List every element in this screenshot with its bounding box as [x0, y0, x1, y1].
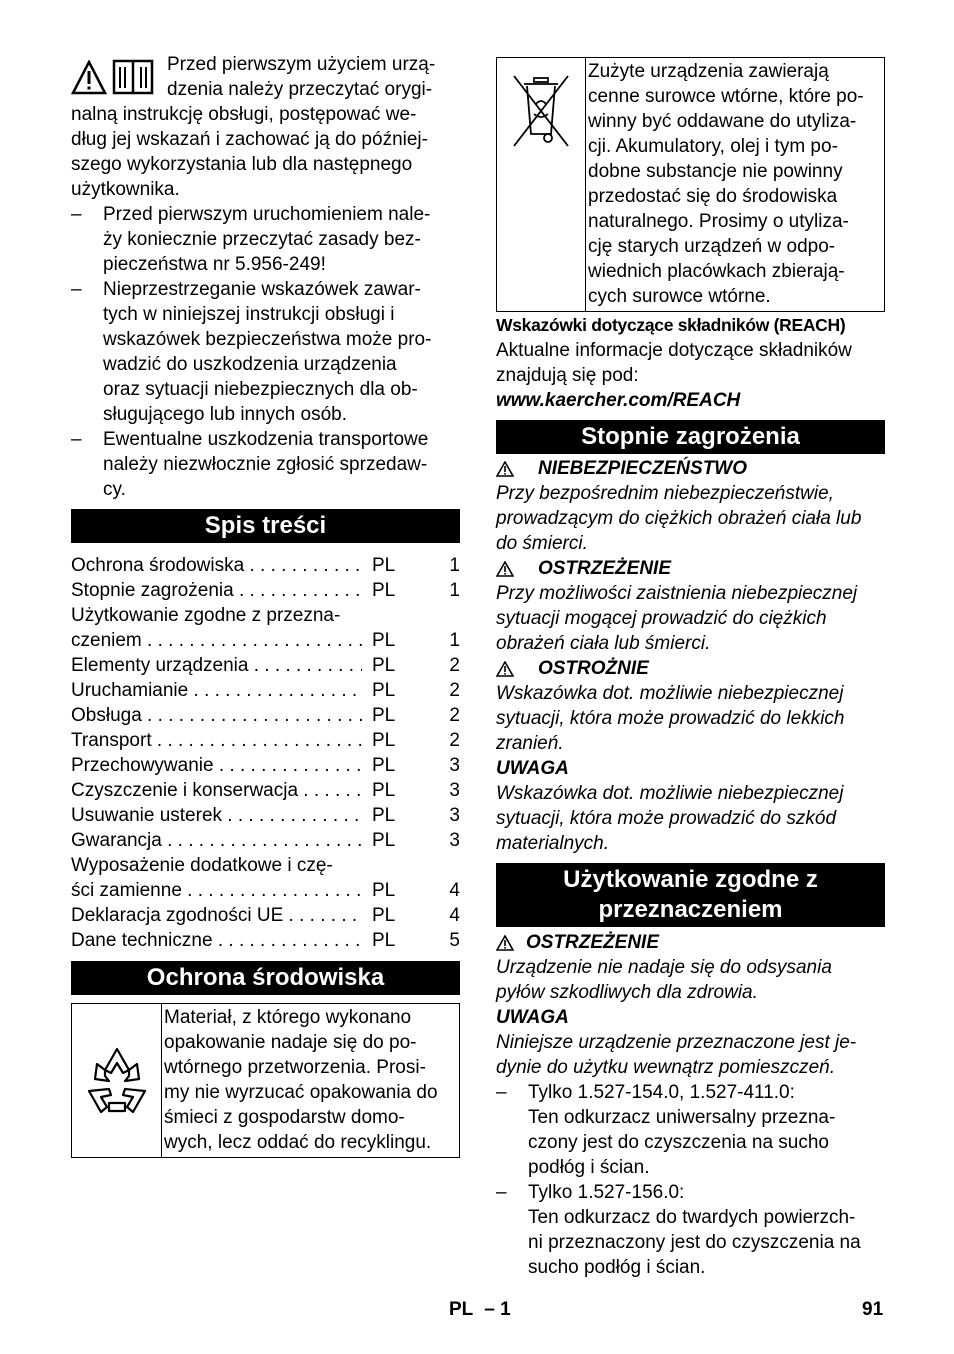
manual-book-icon	[111, 58, 155, 96]
list-item	[496, 1180, 885, 1280]
toc-entry-label: Dane techniczne . . .	[71, 928, 362, 953]
toc-entry-label: czeniem . . .	[71, 628, 362, 653]
warning-triangle-icon	[496, 561, 526, 577]
hazard-heading: Stopnie zagrożenia	[496, 420, 885, 454]
toc-entry[interactable]	[71, 703, 460, 728]
toc-entry[interactable]	[71, 903, 460, 928]
intro-header	[71, 52, 460, 102]
toc-entry[interactable]	[71, 778, 460, 803]
warning-label-text: OSTRZEŻENIE	[526, 932, 660, 953]
toc-entry[interactable]	[71, 678, 460, 703]
toc-row	[71, 778, 460, 803]
toc-row	[71, 553, 460, 578]
warning-triangle-icon	[496, 461, 526, 477]
hazard-label-text: UWAGA	[496, 758, 569, 779]
footer-page-number: 91	[862, 1299, 884, 1320]
footer-lang-page	[449, 1297, 511, 1322]
toc-entry-page: 1	[449, 630, 460, 651]
toc-entry[interactable]	[71, 828, 460, 853]
toc-entry-lang: PL	[372, 655, 396, 676]
reach-title: Wskazówki dotyczące składników (REACH)	[496, 315, 846, 335]
reach-link[interactable]: www.kaercher.com/REACH	[496, 390, 741, 411]
toc-entry-page: 2	[449, 655, 460, 676]
list-item	[71, 202, 460, 277]
toc-entry[interactable]	[71, 803, 460, 828]
list-dash: –	[71, 279, 82, 300]
intended-use-warning-label	[496, 930, 885, 955]
toc-entry[interactable]	[71, 753, 460, 778]
toc-entry-page: 1	[449, 580, 460, 601]
toc-entry-label: Usuwanie usterek . . .	[71, 803, 362, 828]
toc-entry-label: Transport . . .	[71, 728, 362, 753]
toc-entry-lang: PL	[372, 780, 396, 801]
toc-entry-page: 2	[449, 730, 460, 751]
right-column	[496, 57, 885, 1280]
toc-entry-lang: PL	[372, 680, 396, 701]
list-dash: –	[71, 429, 82, 450]
toc-entry-label: Obsługa . . .	[71, 703, 362, 728]
list-item-text: Tylko 1.527-154.0, 1.527-411.0: Ten odkurzacz uniwersalny przezna- czony jest do czyszczenia na sucho podłóg i ścian.	[528, 1082, 836, 1178]
toc-entry[interactable]	[71, 928, 460, 953]
toc-entry-label: Stopnie zagrożenia . . .	[71, 578, 362, 603]
toc-row	[71, 653, 460, 678]
toc-entry-page: 3	[449, 780, 460, 801]
toc-row	[71, 928, 460, 953]
toc-entry-lang: PL	[372, 630, 396, 651]
hazard-description: Wskazówka dot. możliwie niebezpiecznej sytuacji, która może prowadzić do szkód materialnych.	[496, 783, 844, 854]
toc-entry-page: 4	[449, 905, 460, 926]
toc-entry-lang: PL	[372, 905, 396, 926]
toc-entry-label: Przechowywanie . . .	[71, 753, 362, 778]
intended-use-title-line2: przeznaczeniem	[598, 896, 783, 923]
toc-entry[interactable]	[71, 603, 460, 653]
disposal-box	[496, 57, 885, 312]
hazard-description: Wskazówka dot. możliwie niebezpiecznej sytuacji, która może prowadzić do lekkich zranień.	[496, 683, 845, 754]
intended-use-warning-text: Urządzenie nie nadaje się do odsysania pyłów szkodliwych dla zdrowia.	[496, 957, 832, 1003]
left-column	[71, 52, 460, 1158]
toc-entry-page: 4	[449, 880, 460, 901]
toc-row	[71, 678, 460, 703]
list-dash: –	[71, 204, 82, 225]
toc-entry-page: 2	[449, 680, 460, 701]
hazard-label-text: OSTROŻNIE	[538, 658, 649, 679]
intended-use-title-line1: Użytkowanie zgodne z	[563, 866, 818, 893]
hazard-description: Przy bezpośrednim niebezpieczeństwie, prowadzącym do ciężkich obrażeń ciała lub do śmierci.	[496, 483, 862, 554]
toc-row	[71, 878, 460, 903]
hazard-label	[496, 656, 885, 681]
toc-row	[71, 803, 460, 828]
hazard-levels	[496, 456, 885, 856]
intended-use-section	[496, 930, 885, 1280]
warning-triangle-icon	[496, 661, 526, 677]
toc-entry-page: 3	[449, 805, 460, 826]
crossed-bin-icon	[510, 72, 572, 152]
toc-entry-lang: PL	[372, 755, 396, 776]
packaging-text: Materiał, z którego wykonano opakowanie nadaje się do po- wtórnego przetworzenia. Prosi- my nie wyrzucać opakowania do śmieci z gospodarstw domo- wych, lecz oddać do recyklingu.	[164, 1007, 438, 1153]
warning-triangle-icon	[496, 935, 514, 951]
toc-entry[interactable]	[71, 578, 460, 603]
toc-entry-lang: PL	[372, 730, 396, 751]
toc-row	[71, 728, 460, 753]
toc-entry-label: Gwarancja . . .	[71, 828, 362, 853]
intro-line-2: dzenia należy przeczytać orygi-	[167, 79, 433, 100]
hazard-label-text: OSTRZEŻENIE	[538, 558, 672, 579]
disposal-text: Zużyte urządzenia zawierają cenne surowce wtórne, które po- winny być oddawane do utyliza- cji. Akumulatory, olej i tym po- dobne substancje nie powinny przedostać się do środowiska naturalnego. Prosimy o utyliza- cję starych urządzeń w odpo- wiednich placówkach zbierają- cych surowce wtórne.	[588, 61, 864, 307]
list-item-text: Przed pierwszym uruchomieniem nale- ży koniecznie przeczytać zasady bez- pieczeństwa nr 5.956-249!	[103, 204, 431, 275]
toc-entry-label: Elementy urządzenia . . .	[71, 653, 362, 678]
intended-use-note-label: UWAGA	[496, 1007, 569, 1028]
toc-entry-lang: PL	[372, 555, 396, 576]
hazard-label	[496, 556, 885, 581]
toc-entry-label-line: Użytkowanie zgodne z przezna-	[71, 605, 341, 626]
toc-entry-label-line: Wyposażenie dodatkowe i czę-	[71, 855, 333, 876]
toc-entry-lang: PL	[372, 705, 396, 726]
toc-entry-label: Uruchamianie . . .	[71, 678, 362, 703]
toc-entry[interactable]	[71, 853, 460, 903]
recycle-icon	[79, 1043, 155, 1119]
intro-bullets	[71, 202, 460, 502]
toc-entry[interactable]	[71, 728, 460, 753]
recycle-box	[71, 1003, 460, 1158]
toc-entry-lang: PL	[372, 930, 396, 951]
hazard-description: Przy możliwości zaistnienia niebezpiecznej sytuacji mogącej prowadzić do ciężkich obrażeń ciała lub śmierci.	[496, 583, 858, 654]
toc-row	[71, 828, 460, 853]
toc-entry-lang: PL	[372, 880, 396, 901]
intro-text: nalną instrukcję obsługi, postępować we- dług jej wskazań i zachować ją do później- szego wykorzystania lub dla następnego użytkownika.	[71, 104, 428, 200]
toc-row	[71, 578, 460, 603]
table-of-contents	[71, 553, 460, 953]
toc-row	[71, 903, 460, 928]
toc-entry-page: 3	[449, 830, 460, 851]
list-item	[71, 427, 460, 502]
toc-entry-label: Ochrona środowiska . . .	[71, 553, 362, 578]
hazard-label	[496, 456, 885, 481]
list-item-text: Tylko 1.527-156.0: Ten odkurzacz do twardych powierzch- ni przeznaczony jest do czyszczenia na sucho podłóg i ścian.	[528, 1182, 861, 1278]
reach-text: Aktualne informacje dotyczące składników znajdują się pod:	[496, 340, 852, 386]
intro-first-lines	[167, 52, 460, 102]
toc-entry-page: 1	[449, 555, 460, 576]
toc-entry-label: Deklaracja zgodności UE . . .	[71, 903, 362, 928]
toc-entry-label: Czyszczenie i konserwacja . . .	[71, 778, 362, 803]
toc-entry-lang: PL	[372, 830, 396, 851]
hazard-label-text: NIEBEZPIECZEŃSTWO	[538, 458, 748, 479]
list-item-text: Ewentualne uszkodzenia transportowe należy niezwłocznie zgłosić sprzedaw- cy.	[103, 429, 429, 500]
toc-entry[interactable]	[71, 653, 460, 678]
list-item	[496, 1080, 885, 1180]
disposal-icon-cell	[497, 58, 586, 311]
intended-use-bullets	[496, 1080, 885, 1280]
list-item-text: Nieprzestrzeganie wskazówek zawar- tych w niniejszej instrukcji obsługi i wskazówek bezpieczeństwa może pro- wadzić do uszkodzenia urządzenia oraz sytuacji niebezpiecznych dla ob- sługującego lub innych osób.	[103, 279, 432, 425]
recycle-icon-cell	[72, 1004, 162, 1157]
list-item	[71, 277, 460, 427]
toc-entry-page: 2	[449, 705, 460, 726]
toc-heading: Spis treści	[71, 509, 460, 543]
toc-entry-lang: PL	[372, 805, 396, 826]
toc-entry-page: 3	[449, 755, 460, 776]
toc-entry-label: ści zamienne . . .	[71, 878, 362, 903]
toc-entry[interactable]	[71, 553, 460, 578]
toc-row	[71, 753, 460, 778]
toc-row	[71, 628, 460, 653]
footer-section-page: – 1	[484, 1299, 511, 1320]
footer-lang: PL	[449, 1299, 473, 1320]
environment-heading: Ochrona środowiska	[71, 961, 460, 995]
warning-triangle-icon	[71, 60, 107, 96]
intro-section	[71, 52, 460, 502]
toc-entry-page: 5	[449, 930, 460, 951]
toc-entry-lang: PL	[372, 580, 396, 601]
toc-row	[71, 703, 460, 728]
list-dash: –	[496, 1082, 507, 1103]
intro-icons	[71, 52, 167, 102]
intro-line-1: Przed pierwszym użyciem urzą-	[167, 54, 436, 75]
list-dash: –	[496, 1182, 507, 1203]
hazard-label	[496, 756, 885, 781]
intended-use-heading	[496, 863, 885, 927]
intended-use-note-text: Niniejsze urządzenie przeznaczone jest je- dynie do użytku wewnątrz pomieszczeń.	[496, 1032, 857, 1078]
